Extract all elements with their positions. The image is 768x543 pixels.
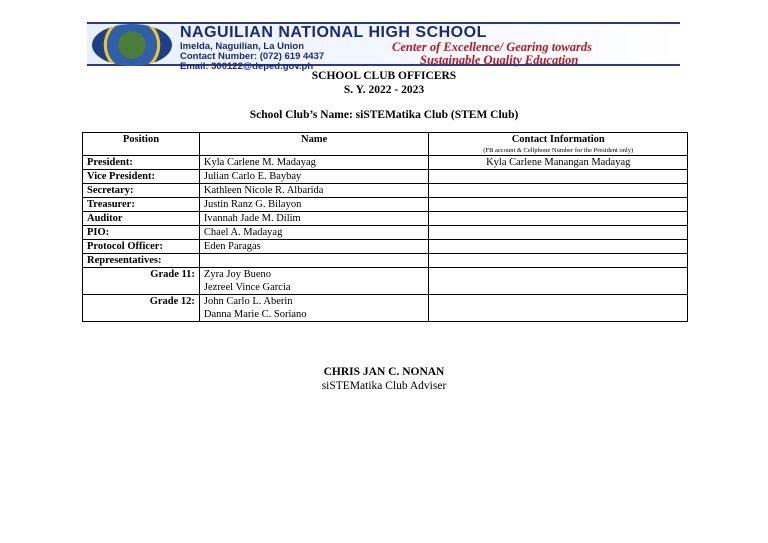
table-row: [83, 184, 688, 198]
name-cell: Kathleen Nicole R. Albarida: [199, 184, 429, 198]
position-cell: Treasurer:: [83, 198, 200, 212]
name-cell: Eden Paragas: [199, 240, 429, 254]
adviser-name: CHRIS JAN C. NONAN: [323, 366, 445, 378]
adviser-role: siSTEMatika Club Adviser: [321, 380, 447, 392]
position-cell: Protocol Officer:: [83, 240, 200, 254]
grade-row: [83, 295, 688, 322]
table-row: [83, 198, 688, 212]
document-title: SCHOOL CLUB OFFICERS: [311, 70, 457, 82]
contact-cell: [429, 184, 688, 198]
position-cell: Secretary:: [83, 184, 200, 198]
school-contact-number: Contact Number: (072) 619 4437: [180, 51, 325, 62]
grade-cell: Grade 12:: [83, 295, 200, 322]
school-address: Imelda, Naguilian, La Union: [180, 41, 305, 52]
table-row: [83, 254, 688, 268]
header-contact-note: (FB account & Cellphone Number for the President only): [483, 147, 634, 154]
table-row: [83, 212, 688, 226]
name-cell: Chael A. Madayag: [199, 226, 429, 240]
representative-name: Jezreel Vince Garcia: [203, 282, 291, 293]
name-cell: Kyla Carlene M. Madayag: [199, 156, 429, 170]
officers-table: [82, 132, 688, 322]
contact-cell: [429, 226, 688, 240]
contact-cell: Kyla Carlene Manangan Madayag: [429, 156, 688, 170]
header-contact: [429, 133, 688, 156]
contact-cell: [429, 254, 688, 268]
grade-cell: Grade 11:: [83, 268, 200, 295]
name-cell: Julian Carlo E. Baybay: [199, 170, 429, 184]
position-cell: Auditor: [83, 212, 200, 226]
table-row: [83, 226, 688, 240]
grade-row: [83, 268, 688, 295]
school-email: Email: 300122@deped.gov.ph: [180, 61, 314, 72]
header-contact-label: Contact Information: [511, 134, 605, 145]
table-row: [83, 240, 688, 254]
name-cell: Justin Ranz G. Bilayon: [199, 198, 429, 212]
contact-cell: [429, 170, 688, 184]
header-position: Position: [83, 133, 200, 156]
table-row: [83, 170, 688, 184]
motto-line-1: Center of Excellence/ Gearing towards: [392, 40, 592, 54]
representative-name: John Carlo L. Aberin: [203, 296, 293, 307]
table-row: [83, 156, 688, 170]
contact-cell: [429, 240, 688, 254]
school-name: NAGUILIAN NATIONAL HIGH SCHOOL: [180, 24, 487, 41]
position-cell: Representatives:: [83, 254, 200, 268]
position-cell: PIO:: [83, 226, 200, 240]
representative-name: Danna Marie C. Soriano: [203, 309, 307, 320]
name-cell: [199, 254, 429, 268]
contact-cell: [429, 295, 688, 322]
header-name: Name: [199, 133, 429, 156]
representatives-cell: [199, 295, 429, 322]
contact-cell: [429, 268, 688, 295]
club-name-line: School Club’s Name: siSTEMatika Club (STEM Club): [249, 109, 519, 121]
school-seal-logo: [92, 24, 172, 66]
position-cell: President:: [83, 156, 200, 170]
motto-line-2: Sustainable Quality Education: [420, 53, 579, 67]
contact-cell: [429, 198, 688, 212]
representative-name: Zyra Joy Bueno: [203, 269, 271, 280]
school-year: S. Y. 2022 - 2023: [343, 84, 425, 96]
name-cell: Ivannah Jade M. Dilim: [199, 212, 429, 226]
representatives-cell: [199, 268, 429, 295]
table-header-row: [83, 133, 688, 156]
position-cell: Vice President:: [83, 170, 200, 184]
contact-cell: [429, 212, 688, 226]
